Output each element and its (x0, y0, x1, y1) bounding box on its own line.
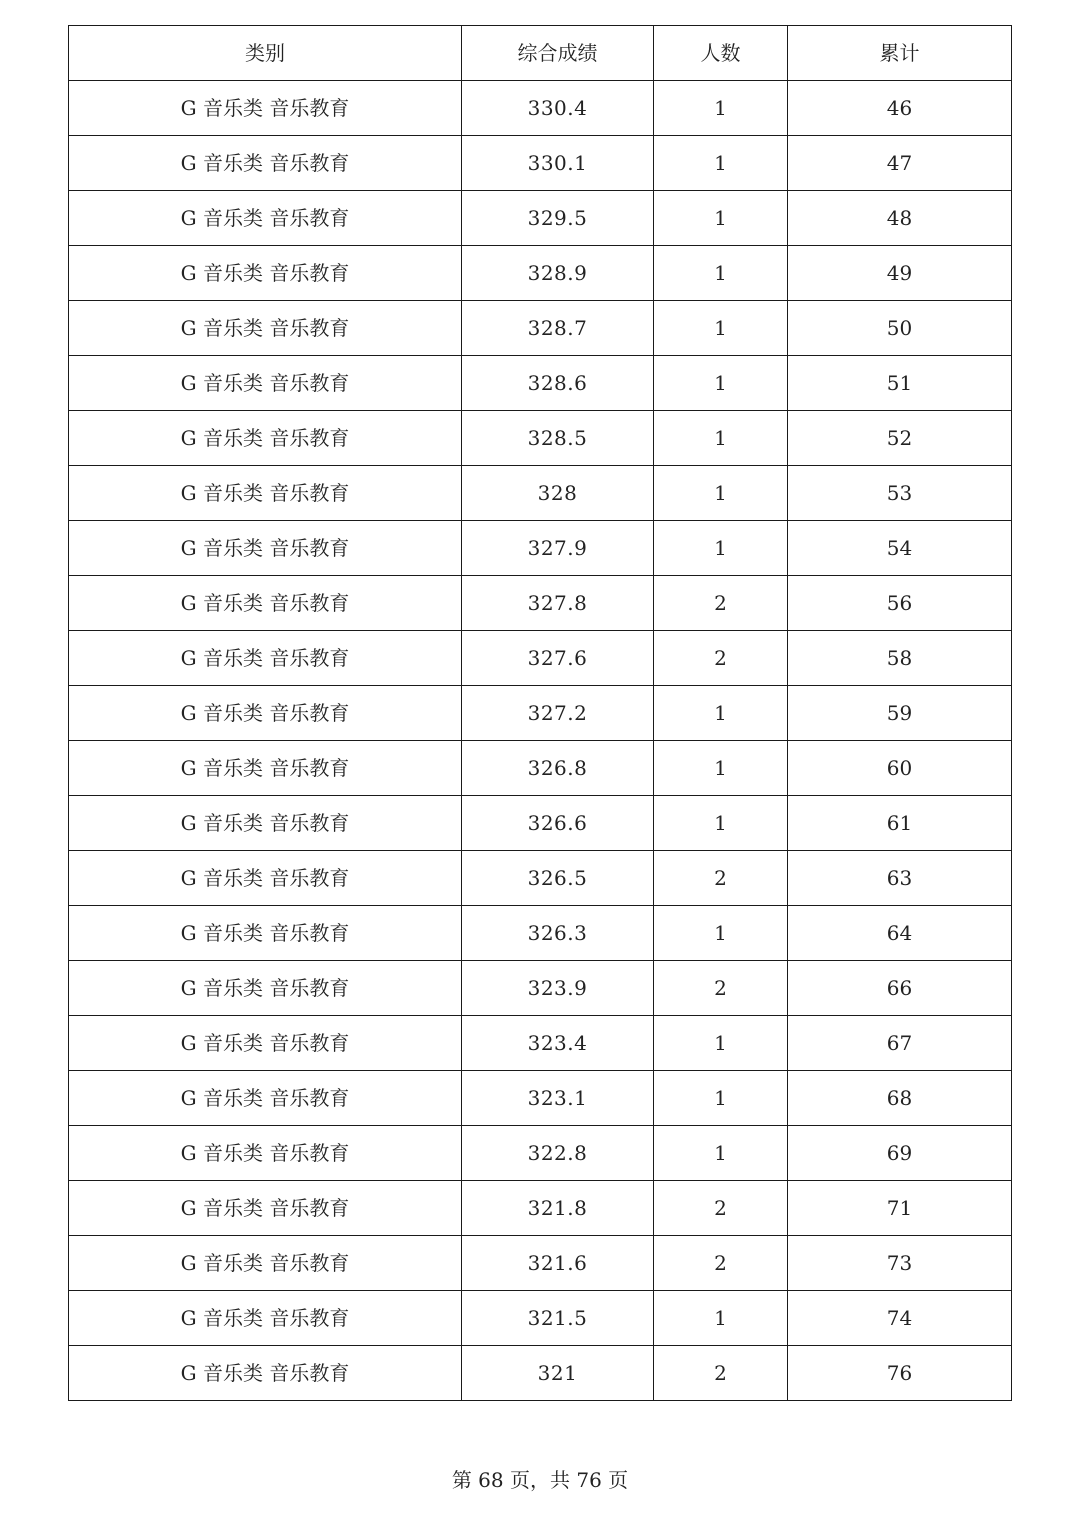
cell-cumulative: 52 (788, 411, 1012, 466)
cell-count: 1 (654, 191, 788, 246)
cell-score: 327.6 (462, 631, 654, 686)
cell-category: G 音乐类 音乐教育 (69, 81, 462, 136)
cell-cumulative: 73 (788, 1236, 1012, 1291)
cell-count: 1 (654, 796, 788, 851)
header-count: 人数 (654, 26, 788, 81)
page-footer (0, 1464, 1080, 1493)
cell-cumulative: 58 (788, 631, 1012, 686)
cell-cumulative: 50 (788, 301, 1012, 356)
cell-cumulative: 67 (788, 1016, 1012, 1071)
cell-category: G 音乐类 音乐教育 (69, 851, 462, 906)
cell-score: 326.6 (462, 796, 654, 851)
header-score: 综合成绩 (462, 26, 654, 81)
cell-cumulative: 56 (788, 576, 1012, 631)
cell-score: 327.2 (462, 686, 654, 741)
table-row (69, 356, 1012, 411)
table-row (69, 301, 1012, 356)
cell-cumulative: 60 (788, 741, 1012, 796)
cell-count: 1 (654, 1291, 788, 1346)
cell-count: 1 (654, 1071, 788, 1126)
cell-category: G 音乐类 音乐教育 (69, 961, 462, 1016)
cell-category: G 音乐类 音乐教育 (69, 191, 462, 246)
cell-count: 1 (654, 686, 788, 741)
cell-cumulative: 74 (788, 1291, 1012, 1346)
table-row (69, 906, 1012, 961)
cell-category: G 音乐类 音乐教育 (69, 246, 462, 301)
cell-cumulative: 47 (788, 136, 1012, 191)
cell-score: 321.5 (462, 1291, 654, 1346)
cell-score: 328.9 (462, 246, 654, 301)
cell-cumulative: 68 (788, 1071, 1012, 1126)
cell-score: 321.8 (462, 1181, 654, 1236)
cell-category: G 音乐类 音乐教育 (69, 1126, 462, 1181)
table-row (69, 1071, 1012, 1126)
cell-category: G 音乐类 音乐教育 (69, 1181, 462, 1236)
table-row (69, 521, 1012, 576)
cell-score: 328.7 (462, 301, 654, 356)
cell-cumulative: 46 (788, 81, 1012, 136)
cell-cumulative: 76 (788, 1346, 1012, 1401)
cell-category: G 音乐类 音乐教育 (69, 1291, 462, 1346)
table-row (69, 851, 1012, 906)
table-row (69, 961, 1012, 1016)
cell-score: 326.5 (462, 851, 654, 906)
table-row (69, 796, 1012, 851)
header-category: 类别 (69, 26, 462, 81)
cell-count: 2 (654, 851, 788, 906)
cell-score: 330.1 (462, 136, 654, 191)
cell-count: 2 (654, 961, 788, 1016)
cell-cumulative: 61 (788, 796, 1012, 851)
page-number-text: 第 68 页，共 76 页 (451, 1468, 629, 1492)
cell-cumulative: 54 (788, 521, 1012, 576)
table-body (69, 81, 1012, 1401)
cell-score: 328 (462, 466, 654, 521)
cell-cumulative: 49 (788, 246, 1012, 301)
cell-category: G 音乐类 音乐教育 (69, 411, 462, 466)
cell-count: 1 (654, 521, 788, 576)
score-table (68, 25, 1012, 1401)
cell-count: 1 (654, 1126, 788, 1181)
table-row (69, 1016, 1012, 1071)
cell-category: G 音乐类 音乐教育 (69, 521, 462, 576)
cell-category: G 音乐类 音乐教育 (69, 1071, 462, 1126)
cell-score: 323.9 (462, 961, 654, 1016)
cell-score: 329.5 (462, 191, 654, 246)
header-cumulative: 累计 (788, 26, 1012, 81)
cell-count: 1 (654, 906, 788, 961)
cell-category: G 音乐类 音乐教育 (69, 1016, 462, 1071)
table-row (69, 686, 1012, 741)
cell-score: 327.9 (462, 521, 654, 576)
cell-category: G 音乐类 音乐教育 (69, 686, 462, 741)
table-row (69, 411, 1012, 466)
cell-count: 1 (654, 246, 788, 301)
cell-cumulative: 66 (788, 961, 1012, 1016)
cell-count: 1 (654, 81, 788, 136)
table-row (69, 136, 1012, 191)
cell-category: G 音乐类 音乐教育 (69, 1346, 462, 1401)
cell-category: G 音乐类 音乐教育 (69, 356, 462, 411)
cell-count: 1 (654, 1016, 788, 1071)
cell-score: 330.4 (462, 81, 654, 136)
cell-cumulative: 64 (788, 906, 1012, 961)
table-row (69, 1181, 1012, 1236)
cell-count: 1 (654, 741, 788, 796)
cell-category: G 音乐类 音乐教育 (69, 576, 462, 631)
table-row (69, 741, 1012, 796)
table-header (69, 26, 1012, 81)
cell-category: G 音乐类 音乐教育 (69, 301, 462, 356)
table-row (69, 191, 1012, 246)
cell-count: 1 (654, 136, 788, 191)
table-row (69, 466, 1012, 521)
cell-category: G 音乐类 音乐教育 (69, 631, 462, 686)
cell-score: 321.6 (462, 1236, 654, 1291)
table-row (69, 1236, 1012, 1291)
cell-count: 2 (654, 1346, 788, 1401)
cell-cumulative: 69 (788, 1126, 1012, 1181)
cell-score: 328.6 (462, 356, 654, 411)
table-row (69, 1346, 1012, 1401)
cell-category: G 音乐类 音乐教育 (69, 466, 462, 521)
cell-count: 2 (654, 631, 788, 686)
cell-score: 323.4 (462, 1016, 654, 1071)
cell-category: G 音乐类 音乐教育 (69, 741, 462, 796)
cell-category: G 音乐类 音乐教育 (69, 136, 462, 191)
cell-score: 326.3 (462, 906, 654, 961)
cell-category: G 音乐类 音乐教育 (69, 906, 462, 961)
cell-cumulative: 51 (788, 356, 1012, 411)
cell-count: 2 (654, 576, 788, 631)
cell-count: 1 (654, 411, 788, 466)
header-row (69, 26, 1012, 81)
table-row (69, 576, 1012, 631)
cell-category: G 音乐类 音乐教育 (69, 1236, 462, 1291)
cell-cumulative: 48 (788, 191, 1012, 246)
table-row (69, 1291, 1012, 1346)
cell-score: 328.5 (462, 411, 654, 466)
table-row (69, 246, 1012, 301)
cell-category: G 音乐类 音乐教育 (69, 796, 462, 851)
cell-score: 323.1 (462, 1071, 654, 1126)
cell-cumulative: 53 (788, 466, 1012, 521)
table-row (69, 1126, 1012, 1181)
cell-score: 327.8 (462, 576, 654, 631)
cell-count: 2 (654, 1181, 788, 1236)
cell-score: 326.8 (462, 741, 654, 796)
cell-cumulative: 63 (788, 851, 1012, 906)
cell-score: 322.8 (462, 1126, 654, 1181)
cell-cumulative: 59 (788, 686, 1012, 741)
cell-count: 1 (654, 466, 788, 521)
cell-score: 321 (462, 1346, 654, 1401)
cell-count: 2 (654, 1236, 788, 1291)
table-row (69, 631, 1012, 686)
table-row (69, 81, 1012, 136)
cell-count: 1 (654, 301, 788, 356)
cell-count: 1 (654, 356, 788, 411)
cell-cumulative: 71 (788, 1181, 1012, 1236)
